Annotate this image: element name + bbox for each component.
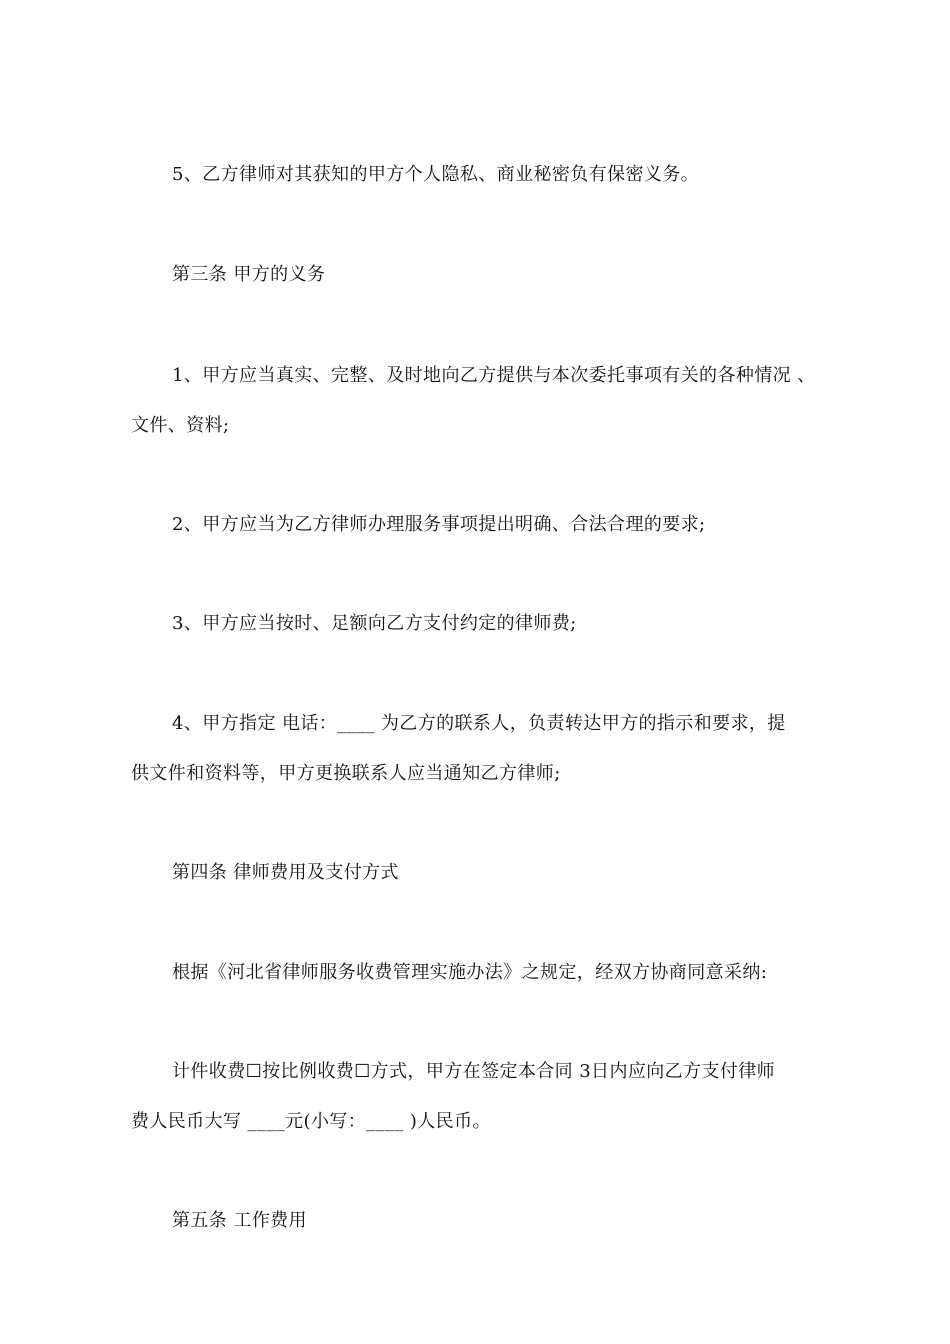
article-3-heading: 第三条 甲方的义务	[172, 264, 326, 285]
fee-basis-paragraph: 根据《河北省律师服务收费管理实施办法》之规定，经双方协商同意采纳:	[172, 962, 768, 983]
clause-3-item-1-line-2: 文件、资料;	[131, 415, 230, 436]
fee-method-line-1: 计件收费☐按比例收费☐方式，甲方在签定本合同 3日内应向乙方支付律师	[172, 1061, 776, 1082]
clause-2-item-5: 5、乙方律师对其获知的甲方个人隐私、商业秘密负有保密义务。	[172, 164, 700, 185]
clause-3-item-2: 2、甲方应当为乙方律师办理服务事项提出明确、合法合理的要求;	[172, 514, 706, 535]
clause-3-item-4-line-1: 4、甲方指定 电话：____ 为乙方的联系人，负责转达甲方的指示和要求，提	[172, 713, 786, 734]
article-4-heading: 第四条 律师费用及支付方式	[172, 862, 399, 883]
fee-method-line-2: 费人民币大写 ____元(小写：____ )人民币。	[131, 1111, 491, 1132]
clause-3-item-3: 3、甲方应当按时、足额向乙方支付约定的律师费;	[172, 613, 577, 634]
article-5-heading: 第五条 工作费用	[172, 1210, 307, 1231]
clause-3-item-1-line-1: 1、甲方应当真实、完整、及时地向乙方提供与本次委托事项有关的各种情况 、	[172, 365, 816, 386]
clause-3-item-4-line-2: 供文件和资料等，甲方更换联系人应当通知乙方律师;	[131, 763, 561, 784]
